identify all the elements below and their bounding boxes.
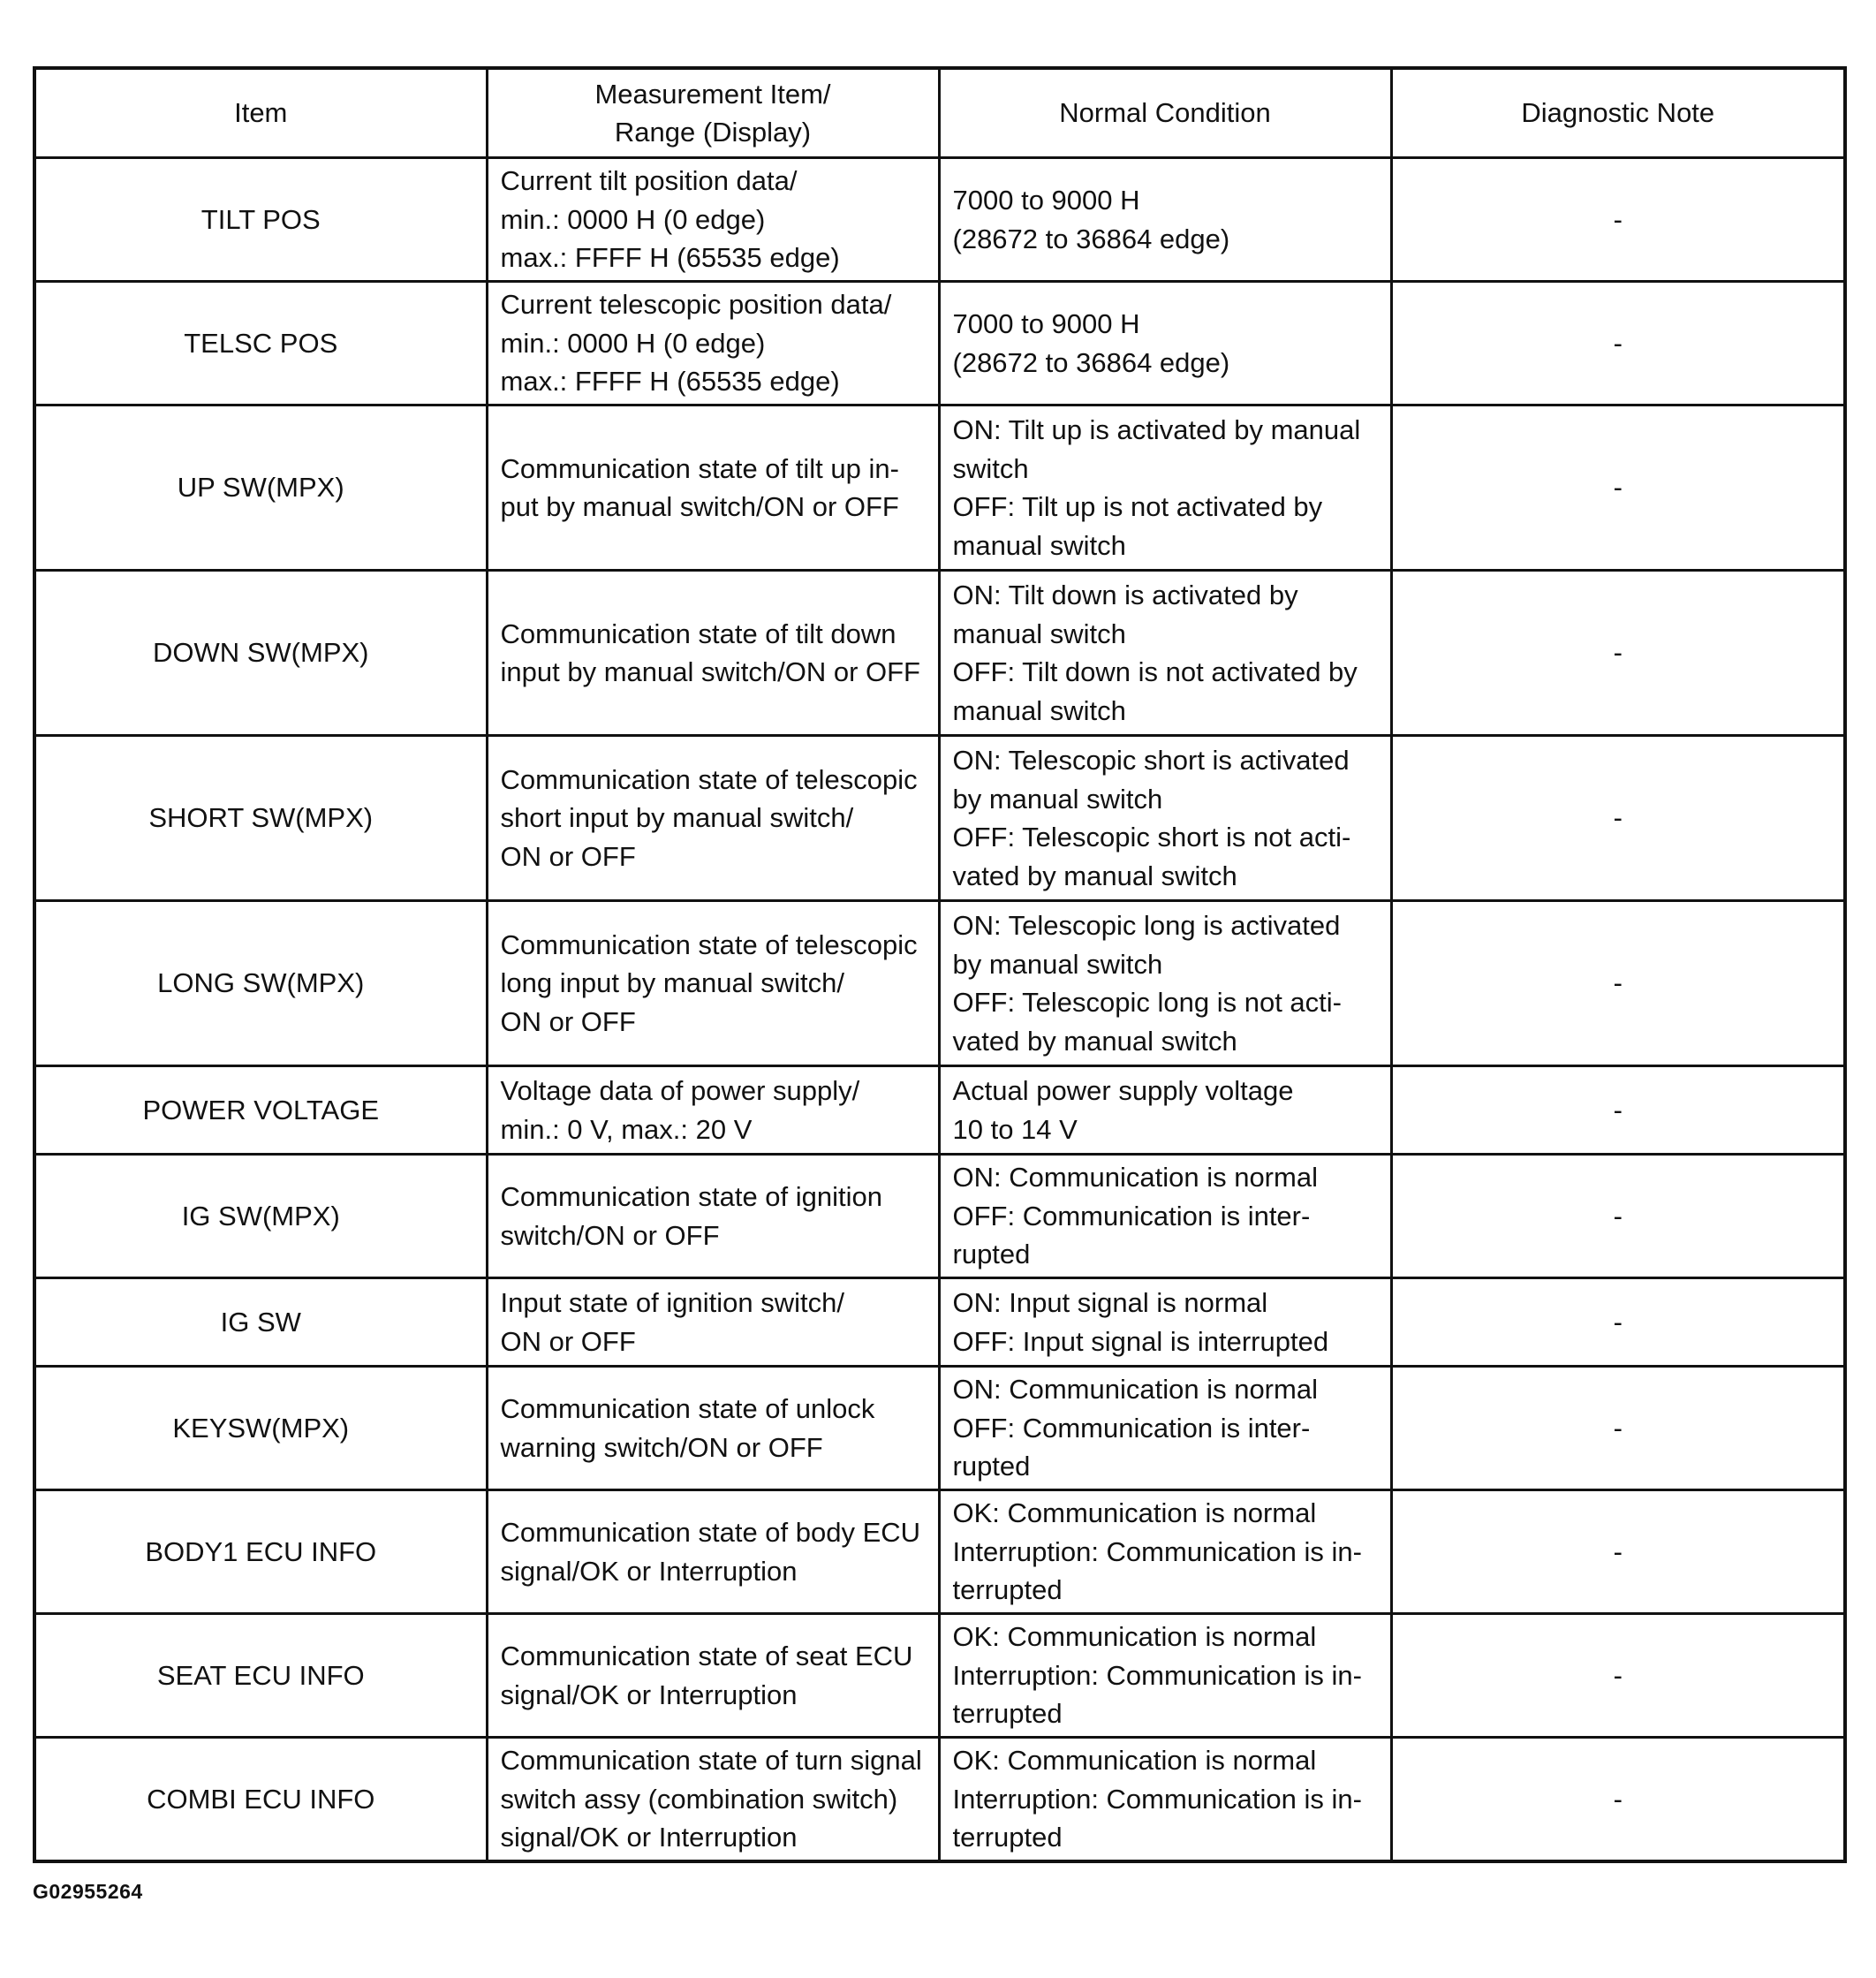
cell-line: OK: Communication is normal	[952, 1745, 1317, 1776]
cell-line: OFF: Telescopic long is not acti-	[952, 987, 1342, 1018]
cell-line: long input by manual switch/	[500, 967, 844, 999]
table-row	[34, 1490, 1845, 1614]
cell-line: Communication state of ignition	[500, 1181, 883, 1212]
table-row	[34, 1066, 1845, 1155]
cell-normal-condition	[939, 901, 1391, 1066]
cell-line: OK: Communication is normal	[952, 1621, 1317, 1653]
cell-line: signal/OK or Interruption	[500, 1555, 798, 1587]
table-row	[34, 1738, 1845, 1861]
table-row	[34, 1155, 1845, 1278]
cell-line: Communication state of body ECU	[500, 1517, 921, 1548]
cell-line: 7000 to 9000 H	[952, 185, 1140, 216]
cell-line: OK: Communication is normal	[952, 1497, 1317, 1529]
cell-normal-condition	[939, 1367, 1391, 1490]
cell-line: ON: Telescopic short is activated	[952, 745, 1350, 776]
cell-line: short input by manual switch/	[500, 802, 854, 834]
cell-item: IG SW(MPX)	[34, 1155, 487, 1278]
cell-line: Communication state of unlock	[500, 1393, 875, 1424]
cell-item: SEAT ECU INFO	[34, 1614, 487, 1738]
cell-line: min.: 0000 H (0 edge)	[500, 327, 766, 359]
cell-line: manual switch	[952, 694, 1126, 726]
cell-diagnostic-note: -	[1391, 1490, 1845, 1614]
cell-line: Interruption: Communication is in-	[952, 1783, 1362, 1815]
cell-line: (28672 to 36864 edge)	[952, 346, 1230, 378]
cell-line: signal/OK or Interruption	[500, 1822, 798, 1853]
table-row	[34, 901, 1845, 1066]
cell-measurement	[487, 1278, 939, 1367]
cell-normal-condition	[939, 282, 1391, 405]
cell-line: vated by manual switch	[952, 1025, 1237, 1057]
cell-line: ON or OFF	[500, 1325, 636, 1357]
cell-line: OFF: Telescopic short is not acti-	[952, 822, 1351, 853]
header-diagnostic-note	[1391, 68, 1845, 158]
header-row	[34, 68, 1845, 158]
cell-normal-condition	[939, 1490, 1391, 1614]
cell-line: min.: 0000 H (0 edge)	[500, 203, 766, 235]
cell-normal-condition	[939, 1738, 1391, 1861]
cell-line: Communication state of telescopic	[500, 928, 918, 960]
cell-line: OFF: Input signal is interrupted	[952, 1325, 1329, 1357]
cell-line: signal/OK or Interruption	[500, 1679, 798, 1710]
cell-normal-condition	[939, 1278, 1391, 1367]
table-row	[34, 1278, 1845, 1367]
cell-line: Current tilt position data/	[500, 165, 798, 197]
cell-line: input by manual switch/ON or OFF	[500, 656, 920, 687]
cell-line: ON: Communication is normal	[952, 1374, 1318, 1406]
cell-normal-condition	[939, 736, 1391, 901]
cell-measurement	[487, 1155, 939, 1278]
cell-line: Normal Condition	[1059, 97, 1271, 129]
cell-line: by manual switch	[952, 948, 1163, 980]
cell-line: Interruption: Communication is in-	[952, 1535, 1362, 1567]
cell-line: OFF: Tilt down is not activated by	[952, 656, 1358, 687]
figure-id: G02955264	[33, 1880, 143, 1903]
cell-measurement	[487, 1738, 939, 1861]
cell-diagnostic-note: -	[1391, 571, 1845, 736]
cell-line: Communication state of tilt down	[500, 618, 896, 649]
cell-item: IG SW	[34, 1278, 487, 1367]
cell-measurement	[487, 405, 939, 571]
cell-normal-condition	[939, 158, 1391, 282]
cell-line: by manual switch	[952, 783, 1163, 815]
cell-measurement	[487, 736, 939, 901]
cell-item: SHORT SW(MPX)	[34, 736, 487, 901]
cell-line: ON: Tilt down is activated by	[952, 580, 1298, 610]
header-normal-condition	[939, 68, 1391, 158]
table-row	[34, 736, 1845, 901]
cell-normal-condition	[939, 571, 1391, 736]
cell-diagnostic-note: -	[1391, 1614, 1845, 1738]
cell-normal-condition	[939, 1614, 1391, 1738]
cell-line: Voltage data of power supply/	[500, 1075, 860, 1106]
cell-line: Actual power supply voltage	[952, 1075, 1294, 1106]
cell-line: ON: Telescopic long is activated	[952, 910, 1341, 941]
cell-line: Current telescopic position data/	[500, 289, 892, 321]
cell-line: 7000 to 9000 H	[952, 308, 1140, 339]
cell-line: OFF: Communication is inter-	[952, 1200, 1311, 1232]
cell-line: 10 to 14 V	[952, 1113, 1078, 1145]
cell-diagnostic-note: -	[1391, 1367, 1845, 1490]
cell-measurement	[487, 901, 939, 1066]
cell-item: KEYSW(MPX)	[34, 1367, 487, 1490]
cell-line: manual switch	[952, 618, 1126, 649]
cell-item: UP SW(MPX)	[34, 405, 487, 571]
header-measurement	[487, 68, 939, 158]
table-row	[34, 158, 1845, 282]
cell-measurement	[487, 1367, 939, 1490]
cell-line: ON: Communication is normal	[952, 1162, 1318, 1194]
table-body	[34, 158, 1845, 1861]
cell-measurement	[487, 282, 939, 405]
header-item	[34, 68, 487, 158]
data-list-table	[33, 66, 1847, 1863]
cell-line: put by manual switch/ON or OFF	[500, 491, 899, 522]
cell-line: vated by manual switch	[952, 860, 1237, 891]
cell-line: max.: FFFF H (65535 edge)	[500, 366, 840, 398]
cell-line: terrupted	[952, 1822, 1063, 1853]
cell-item: TILT POS	[34, 158, 487, 282]
table-row	[34, 1367, 1845, 1490]
cell-line: OFF: Tilt up is not activated by	[952, 491, 1323, 522]
cell-diagnostic-note: -	[1391, 405, 1845, 571]
cell-normal-condition	[939, 405, 1391, 571]
cell-line: Diagnostic Note	[1521, 97, 1715, 129]
cell-normal-condition	[939, 1066, 1391, 1155]
table-row	[34, 405, 1845, 571]
cell-line: rupted	[952, 1451, 1031, 1482]
cell-normal-condition	[939, 1155, 1391, 1278]
cell-line: Interruption: Communication is in-	[952, 1659, 1362, 1691]
cell-measurement	[487, 1490, 939, 1614]
cell-line: Input state of ignition switch/	[500, 1287, 844, 1318]
cell-line: Communication state of tilt up in-	[500, 452, 899, 484]
cell-line: Communication state of turn signal	[500, 1745, 922, 1776]
cell-measurement	[487, 571, 939, 736]
cell-line: warning switch/ON or OFF	[500, 1431, 823, 1463]
cell-diagnostic-note: -	[1391, 736, 1845, 901]
cell-line: terrupted	[952, 1574, 1063, 1606]
cell-line: ON: Tilt up is activated by manual	[952, 414, 1361, 445]
cell-line: Range (Display)	[614, 117, 812, 148]
cell-diagnostic-note: -	[1391, 1738, 1845, 1861]
cell-line: switch	[952, 452, 1029, 484]
cell-line: Item	[234, 97, 288, 129]
cell-line: switch/ON or OFF	[500, 1219, 720, 1251]
cell-diagnostic-note: -	[1391, 1066, 1845, 1155]
cell-measurement	[487, 1066, 939, 1155]
table-row	[34, 571, 1845, 736]
cell-line: ON or OFF	[500, 840, 636, 872]
cell-line: rupted	[952, 1239, 1031, 1270]
cell-line: ON: Input signal is normal	[952, 1287, 1268, 1318]
cell-line: terrupted	[952, 1698, 1063, 1730]
cell-item: LONG SW(MPX)	[34, 901, 487, 1066]
cell-line: OFF: Communication is inter-	[952, 1412, 1311, 1444]
cell-measurement	[487, 1614, 939, 1738]
cell-item: BODY1 ECU INFO	[34, 1490, 487, 1614]
cell-diagnostic-note: -	[1391, 158, 1845, 282]
cell-line: (28672 to 36864 edge)	[952, 223, 1230, 254]
cell-item: POWER VOLTAGE	[34, 1066, 487, 1155]
cell-diagnostic-note: -	[1391, 1278, 1845, 1367]
cell-line: Communication state of seat ECU	[500, 1641, 913, 1671]
cell-diagnostic-note: -	[1391, 282, 1845, 405]
cell-line: Communication state of telescopic	[500, 763, 918, 795]
cell-item: DOWN SW(MPX)	[34, 571, 487, 736]
cell-line: Measurement Item/	[594, 78, 831, 110]
cell-diagnostic-note: -	[1391, 901, 1845, 1066]
table-row	[34, 282, 1845, 405]
cell-measurement	[487, 158, 939, 282]
cell-line: max.: FFFF H (65535 edge)	[500, 242, 840, 274]
cell-diagnostic-note: -	[1391, 1155, 1845, 1278]
cell-item: TELSC POS	[34, 282, 487, 405]
table-header	[34, 68, 1845, 158]
cell-line: ON or OFF	[500, 1005, 636, 1037]
cell-line: switch assy (combination switch)	[500, 1783, 898, 1815]
cell-line: manual switch	[952, 529, 1126, 561]
cell-item: COMBI ECU INFO	[34, 1738, 487, 1861]
cell-line: min.: 0 V, max.: 20 V	[500, 1113, 753, 1145]
table-row	[34, 1614, 1845, 1738]
